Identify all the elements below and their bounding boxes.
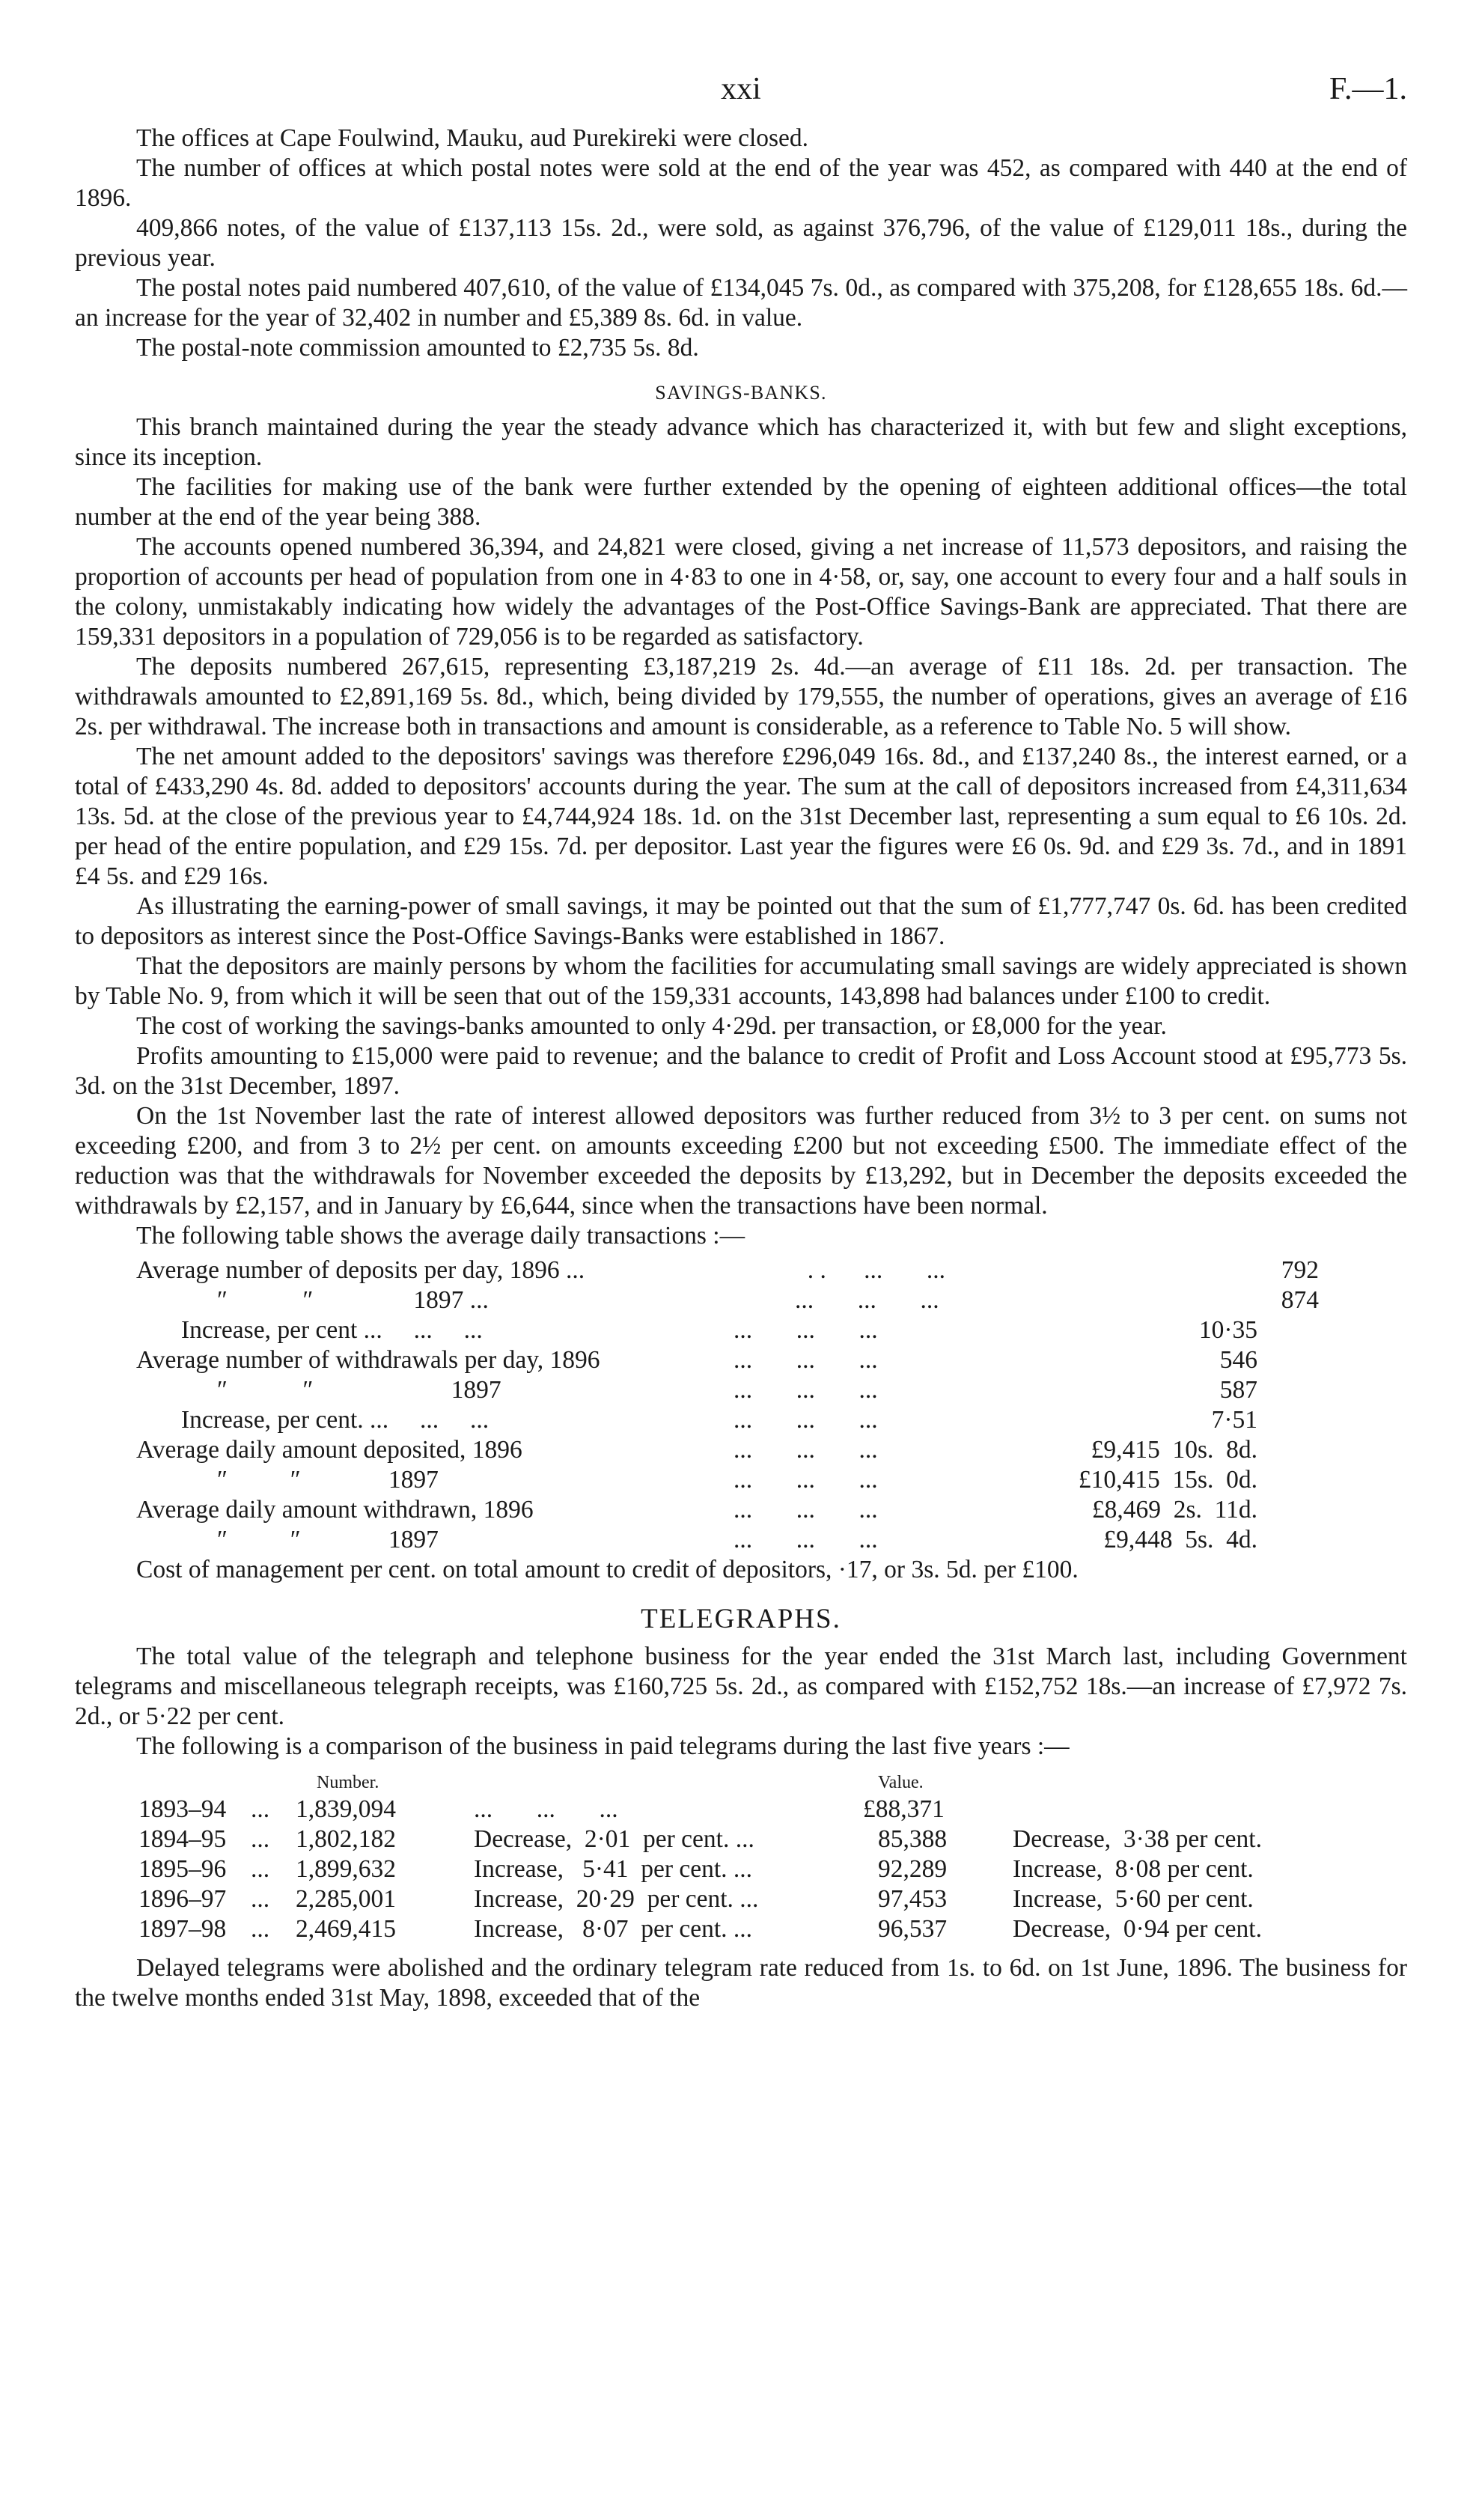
paragraph: The following table shows the average daily transactions :— (136, 1222, 745, 1250)
number-change-cell: Increase, 5·41 per cent. ... (474, 1855, 753, 1883)
row-leader: ... ... ... (734, 1406, 878, 1434)
telegraphs-heading: TELEGRAPHS. (641, 1604, 841, 1634)
row-label: Average number of withdrawals per day, 1896 (136, 1346, 600, 1374)
paragraph: The offices at Cape Foulwind, Mauku, aud Purekireki were closed. (136, 124, 809, 152)
number-cell: 1,839,094 (296, 1795, 396, 1823)
paragraph: The accounts opened numbered 36,394, and 24,821 were closed, giving a net increase of 11,573 depositors, and raising the proportion of accounts per head of population from one in 4·83 to one in 4·58, or, say, one account to every four and a half souls in the colony, unmistakably indicating how widely the advantages of the Post-Office Savings-Bank are appreciated. That there are 159,331 depositors in a population of 729,056 is to be regarded as satisfactory. (75, 533, 1407, 651)
value-cell: £88,371 (863, 1795, 945, 1823)
paragraph: The facilities for making use of the bank were further extended by the opening of eighteen additional offices—the total number at the end of the year being 388. (75, 473, 1407, 531)
row-leader: ... ... ... (734, 1466, 878, 1494)
paragraph: Profits amounting to £15,000 were paid to revenue; and the balance to credit of Profit and Loss Account stood at £95,773 5s. 3d. on the 31st December, 1897. (75, 1042, 1407, 1100)
paragraph: The net amount added to the depositors' savings was therefore £296,049 16s. 8d., and £137,240 8s., the interest earned, or a total of £433,290 4s. 8d. added to depositors' accounts during the year. The sum at the call of depositors increased from £4,311,634 13s. 5d. at the close of the previous year to £4,744,924 18s. 1d. on the 31st December last, representing a sum equal to £6 10s. 2d. per head of the entire population, and £29 15s. 7d. per depositor. Last year the figures were £6 0s. 9d. and £29 3s. 7d., and in 1891 £4 5s. and £29 16s. (75, 743, 1407, 890)
table-row (138, 1854, 1357, 1884)
management-cost-line: Cost of management per cent. on total amount to credit of depositors, ·17, or 3s. 5d. per £100. (136, 1556, 1079, 1583)
value-change-cell: Decrease, 0·94 per cent. (1013, 1915, 1262, 1943)
row-value: 874 (1281, 1286, 1319, 1314)
year-cell: 1893–94 (138, 1795, 227, 1823)
paragraph: The number of offices at which postal notes were sold at the end of the year was 452, as compared with 440 at the end of 1896. (75, 154, 1407, 212)
row-label: ″ ″ 1897 (217, 1466, 439, 1494)
savings-banks-section (75, 413, 1407, 1251)
table-row (75, 1525, 1407, 1555)
row-label: ″ ″ 1897 (217, 1376, 501, 1404)
paragraph: That the depositors are mainly persons by whom the facilities for accumulating small savings are widely appreciated is shown by Table No. 9, from which it will be seen that out of the 159,331 accounts, 143,898 had balances under £100 to credit. (75, 952, 1407, 1010)
column-header-value: Value. (878, 1773, 924, 1792)
row-label: Average daily amount deposited, 1896 (136, 1436, 522, 1464)
row-value: 587 (1219, 1376, 1257, 1404)
row-leader: . . ... ... (795, 1256, 945, 1284)
value-change-cell: Increase, 8·08 per cent. (1013, 1855, 1254, 1883)
number-cell: 2,469,415 (296, 1915, 396, 1943)
paragraph: The postal notes paid numbered 407,610, of the value of £134,045 7s. 0d., as compared with 375,208, for £128,655 18s. 6d.—an increase for the year of 32,402 in number and £5,389 8s. 6d. in value. (75, 274, 1407, 332)
number-change-cell: ... ... ... (474, 1795, 618, 1823)
row-value: £10,415 15s. 0d. (1078, 1466, 1257, 1494)
value-change-cell (1013, 1795, 1357, 1824)
row-leader: ... ... ... (734, 1346, 878, 1374)
leader-cell: ... (251, 1855, 270, 1883)
table-row (138, 1884, 1357, 1914)
row-leader: ... ... ... (734, 1526, 878, 1553)
year-cell: 1894–95 (138, 1825, 227, 1853)
paragraph: The deposits numbered 267,615, representing £3,187,219 2s. 4d.—an average of £11 18s. 2d. per transaction. The withdrawals amounted to £2,891,169 5s. 8d., which, being divided by 179,555, the number of operations, gives an average of £16 2s. per withdrawal. The increase both in transactions and amount is considerable, as a reference to Table No. 5 will show. (75, 653, 1407, 740)
telegraphs-section (75, 1642, 1407, 1762)
row-leader: ... ... ... (734, 1496, 878, 1524)
savings-banks-heading: SAVINGS-BANKS. (655, 382, 827, 404)
closing-paragraph: Delayed telegrams were abolished and the ordinary telegram rate reduced from 1s. to 6d. on 1st June, 1896. The business for the twelve months ended 31st May, 1898, exceeded that of the (75, 1954, 1407, 2012)
table-row (75, 1435, 1407, 1465)
table-header-row (138, 1771, 1357, 1795)
paragraph: The total value of the telegraph and telephone business for the year ended the 31st March last, including Government telegrams and miscellaneous telegraph receipts, was £160,725 5s. 2d., as compared with £152,752 18s.—an increase of £7,972 7s. 2d., or 5·22 per cent. (75, 1643, 1407, 1730)
row-label: Increase, per cent. ... ... ... (181, 1406, 490, 1434)
row-value: 792 (1281, 1256, 1319, 1284)
table-row (138, 1914, 1357, 1944)
row-leader: ... ... ... (734, 1316, 878, 1344)
year-cell: 1895–96 (138, 1855, 227, 1883)
year-cell: 1897–98 (138, 1915, 227, 1943)
table-row (138, 1824, 1357, 1854)
row-label: Average daily amount withdrawn, 1896 (136, 1496, 534, 1524)
paragraph: On the 1st November last the rate of interest allowed depositors was further reduced from 3½ to 3 per cent. on sums not exceeding £200, and from 3 to 2½ per cent. on amounts exceeding £200 but not exceeding £500. The immediate effect of the reduction was that the withdrawals for November exceeded the deposits by £13,292, but in December the deposits exceeded the withdrawals by £2,157, and in January by £6,644, since when the transactions have been normal. (75, 1102, 1407, 1220)
table-row (75, 1375, 1407, 1405)
table-row (75, 1345, 1407, 1375)
table-row (75, 1465, 1407, 1495)
row-value: £9,415 10s. 8d. (1091, 1436, 1257, 1464)
table-row (75, 1315, 1407, 1345)
number-change-cell: Decrease, 2·01 per cent. ... (474, 1825, 754, 1853)
number-cell: 1,802,182 (296, 1825, 396, 1853)
row-leader: ... ... ... (795, 1286, 939, 1314)
row-leader: ... ... ... (734, 1436, 878, 1464)
row-value: 546 (1219, 1346, 1257, 1374)
table-row (75, 1495, 1407, 1525)
page-header (75, 71, 1407, 124)
telegram-comparison-table (138, 1771, 1357, 1944)
row-label: ″ ″ 1897 ... (217, 1286, 489, 1314)
row-label: Average number of deposits per day, 1896 ... (136, 1256, 585, 1284)
column-header-number: Number. (317, 1773, 379, 1792)
page-numeral: xxi (721, 72, 761, 106)
document-page (75, 71, 1407, 2013)
page-reference: F.—1. (1329, 72, 1407, 106)
value-change-cell: Increase, 5·60 per cent. (1013, 1885, 1254, 1913)
paragraph: This branch maintained during the year the steady advance which has characterized it, with but few and slight exceptions, since its inception. (75, 413, 1407, 471)
daily-transactions-table (75, 1256, 1407, 1555)
paragraph: 409,866 notes, of the value of £137,113 15s. 2d., were sold, as against 376,796, of the value of £129,011 18s., during the previous year. (75, 214, 1407, 272)
paragraph: The cost of working the savings-banks amounted to only 4·29d. per transaction, or £8,000 for the year. (136, 1012, 1167, 1040)
leader-cell: ... (251, 1795, 270, 1823)
value-change-cell: Decrease, 3·38 per cent. (1013, 1825, 1262, 1853)
paragraph: The postal-note commission amounted to £2,735 5s. 8d. (136, 334, 699, 362)
table-row (75, 1405, 1407, 1435)
number-change-cell: Increase, 20·29 per cent. ... (474, 1885, 759, 1913)
leader-cell: ... (251, 1885, 270, 1913)
number-cell: 1,899,632 (296, 1855, 396, 1883)
paragraph: As illustrating the earning-power of small savings, it may be pointed out that the sum of £1,777,747 0s. 6d. has been credited to depositors as interest since the Post-Office Savings-Banks were established in 1867. (75, 892, 1407, 950)
row-leader: ... ... ... (734, 1376, 878, 1404)
row-label: ″ ″ 1897 (217, 1526, 439, 1553)
year-cell: 1896–97 (138, 1885, 227, 1913)
value-cell: 85,388 (878, 1825, 948, 1853)
table-row (75, 1256, 1407, 1285)
paragraph: The following is a comparison of the business in paid telegrams during the last five years :— (136, 1732, 1070, 1760)
leader-cell: ... (251, 1915, 270, 1943)
number-cell: 2,285,001 (296, 1885, 396, 1913)
leader-cell: ... (251, 1825, 270, 1853)
value-cell: 97,453 (878, 1885, 948, 1913)
table-row (75, 1285, 1407, 1315)
value-cell: 92,289 (878, 1855, 948, 1883)
postal-notes-section (75, 124, 1407, 363)
row-label: Increase, per cent ... ... ... (181, 1316, 483, 1344)
table-row (138, 1795, 1357, 1824)
row-value: 10·35 (1198, 1316, 1257, 1344)
row-value: £8,469 2s. 11d. (1091, 1496, 1257, 1524)
row-value: 7·51 (1211, 1406, 1257, 1434)
row-value: £9,448 5s. 4d. (1103, 1526, 1257, 1553)
value-cell: 96,537 (878, 1915, 948, 1943)
number-change-cell: Increase, 8·07 per cent. ... (474, 1915, 753, 1943)
